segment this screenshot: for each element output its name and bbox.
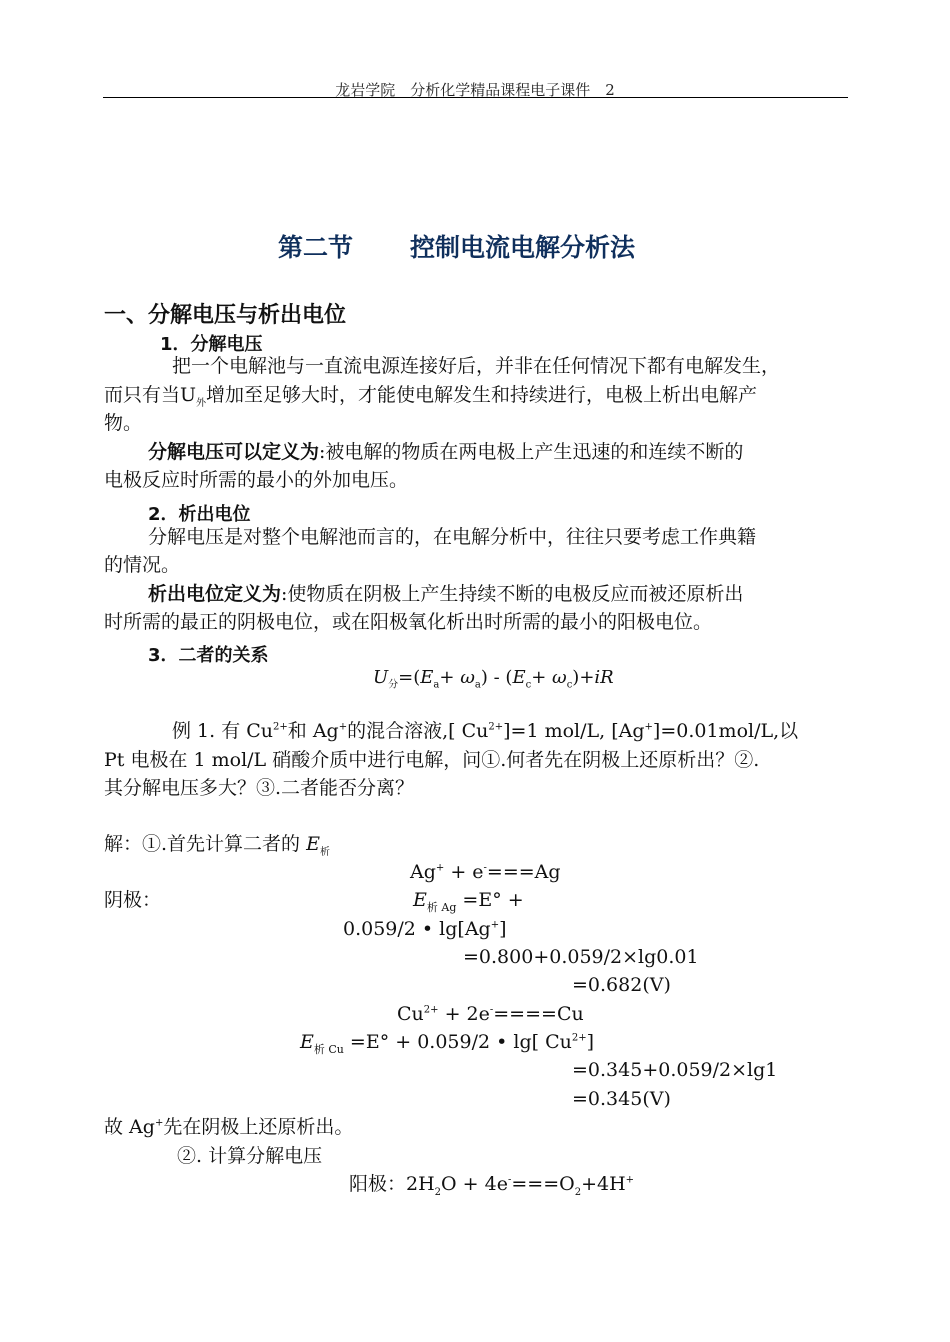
e-ag-line-1: $E_{析 Ag} =E^\circ$ + bbox=[413, 889, 524, 914]
section-title-number: 第二节 bbox=[278, 233, 354, 262]
solution-intro: 解：①.首先计算二者的 $E_析$ bbox=[104, 833, 330, 858]
header-rule bbox=[103, 97, 848, 98]
definition-2-term: 析出电位定义为 bbox=[148, 583, 282, 605]
example-line-1: 例 1. 有 $Cu^{2+}$和 Ag+的混合溶液,[ $Cu^{2+}]=1$ mol/L, [Ag+]=0.01mol/L,以 bbox=[172, 720, 799, 742]
cathode-label: 阴极： bbox=[104, 889, 162, 911]
e-cu-line-2: =0.345+0.059/2×lg1 bbox=[572, 1059, 778, 1081]
e-ag-result: =0.682(V) bbox=[572, 974, 671, 996]
subheading-1: 1．分解电压 bbox=[160, 334, 263, 355]
e-ag-line-2: 0.059/2 • lg[Ag+] bbox=[343, 918, 507, 940]
step-2: ②. 计算分解电压 bbox=[177, 1145, 323, 1167]
paragraph-1-line-1: 把一个电解池与一直流电源连接好后，并非在任何情况下都有电解发生， bbox=[172, 355, 781, 377]
subheading-2: 2．析出电位 bbox=[148, 504, 251, 525]
paragraph-2-line-1: 分解电压是对整个电解池而言的，在电解分析中，往往只要考虑工作典籍 bbox=[148, 526, 757, 548]
page-header: 龙岩学院 分析化学精品课程电子课件 2 bbox=[335, 81, 615, 99]
definition-1-term: 分解电压可以定义为 bbox=[148, 441, 320, 463]
paragraph-1-line-2: 而只有当$U_外$增加至足够大时，才能使电解发生和持续进行，电极上析出电解产 bbox=[104, 384, 758, 409]
cu-reaction: $Cu^{2+} + 2e^-====Cu$ bbox=[397, 1003, 584, 1025]
definition-1-line-2: 电极反应时所需的最小的外加电压。 bbox=[104, 469, 409, 491]
definition-2-line-2: 时所需的最正的阴极电位，或在阳极氧化析出时所需的最小的阳极电位。 bbox=[104, 611, 713, 633]
definition-2-line-1: 析出电位定义为:使物质在阴极上产生持续不断的电极反应而被还原析出 bbox=[148, 583, 744, 605]
relation-formula: $U_分=(E_a+ \omega_a) - (E_c+ \omega_c)+iR$ bbox=[373, 667, 614, 691]
example-line-2: Pt 电极在 1 mol/L 硝酸介质中进行电解，问①.何者先在阴极上还原析出？②. bbox=[104, 749, 760, 771]
heading-decomposition-voltage: 一、分解电压与析出电位 bbox=[104, 303, 347, 328]
definition-1-line-1: 分解电压可以定义为:被电解的物质在两电极上产生迅速的和连续不断的 bbox=[148, 441, 744, 463]
subheading-3: 3．二者的关系 bbox=[148, 645, 269, 666]
anode-reaction: 阳极：$2H_2O + 4e^-===O_2+4H^+$ bbox=[349, 1173, 635, 1198]
example-line-3: 其分解电压多大？③.二者能否分离？ bbox=[104, 777, 415, 799]
e-cu-line-1: $E_{析 Cu} =E^\circ + 0.059/2$ • lg[ $Cu^{2+}$] bbox=[300, 1031, 595, 1056]
e-ag-line-3: =0.800+0.059/2×lg0.01 bbox=[463, 946, 699, 968]
conclusion: 故 Ag+先在阴极上还原析出。 bbox=[104, 1116, 354, 1138]
e-cu-result: =0.345(V) bbox=[572, 1088, 671, 1110]
paragraph-1-line-3: 物。 bbox=[104, 412, 143, 434]
paragraph-2-line-2: 的情况。 bbox=[104, 554, 181, 576]
section-title: 控制电流电解分析法 bbox=[410, 233, 636, 262]
ag-reaction: Ag+ + e-===Ag bbox=[410, 861, 561, 883]
